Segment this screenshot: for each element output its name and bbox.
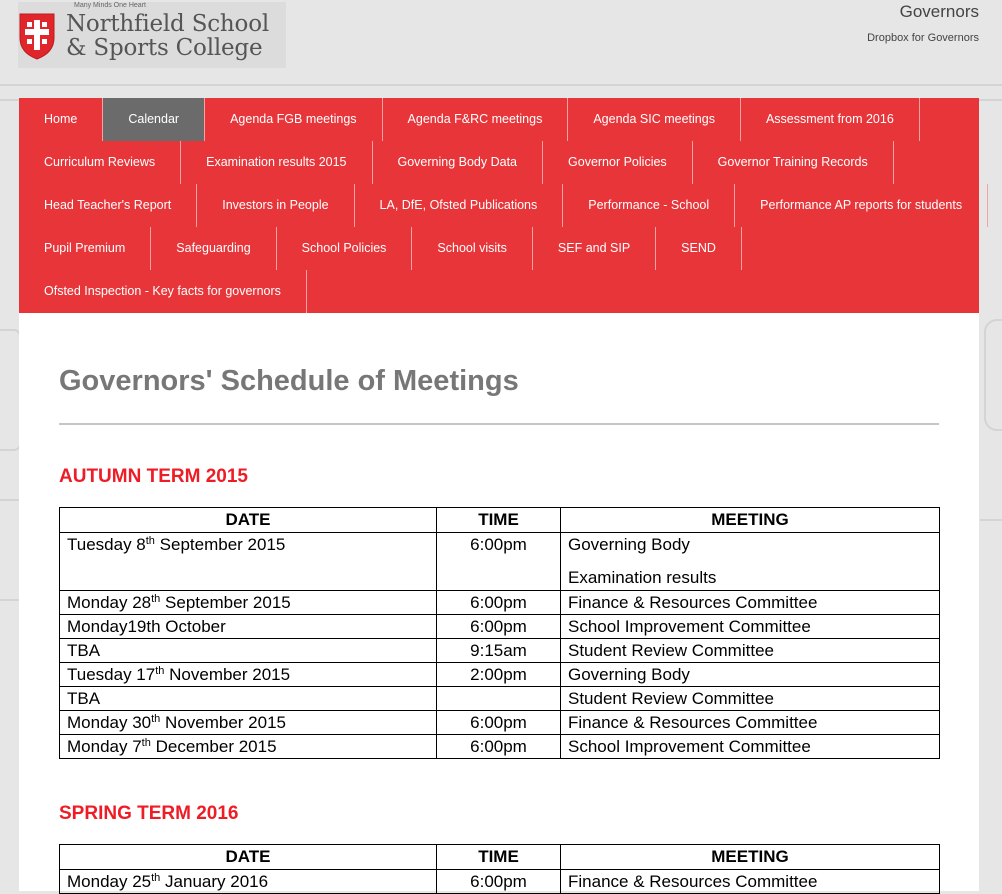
time-cell: 6:00pm [437,870,561,894]
nav-item-home[interactable]: Home [19,98,103,141]
column-header-time: TIME [437,508,561,533]
date-cell: Monday 28th September 2015 [60,591,437,615]
meeting-cell: Finance & Resources Committee [561,711,940,735]
time-cell: 6:00pm [437,591,561,615]
school-crest-icon [18,12,56,60]
date-cell: TBA [60,687,437,711]
table-row [60,533,940,591]
time-cell: 6:00pm [437,533,561,591]
meeting-cell: Student Review Committee [561,687,940,711]
column-header-time: TIME [437,845,561,870]
nav-item-sef-and-sip[interactable]: SEF and SIP [533,227,656,270]
nav-item-governor-training[interactable]: Governor Training Records [693,141,894,184]
nav-row-3 [19,184,988,227]
time-cell: 9:15am [437,639,561,663]
table-row [60,615,940,639]
column-header-date: DATE [60,508,437,533]
meeting-cell: Finance & Resources Committee [561,870,940,894]
time-cell: 6:00pm [437,735,561,759]
main-content [19,313,979,891]
nav-item-head-teacher-report[interactable]: Head Teacher's Report [19,184,197,227]
school-logo[interactable] [18,2,286,68]
site-title: Governors [899,2,979,21]
date-cell: Monday 30th November 2015 [60,711,437,735]
nav-item-assessment[interactable]: Assessment from 2016 [741,98,920,141]
title-divider [59,423,939,425]
time-cell: 2:00pm [437,663,561,687]
table-row [60,591,940,615]
column-header-meeting: MEETING [561,508,940,533]
nav-item-governor-policies[interactable]: Governor Policies [543,141,693,184]
nav-item-curriculum-reviews[interactable]: Curriculum Reviews [19,141,181,184]
table-row [60,639,940,663]
time-cell: 6:00pm [437,711,561,735]
table-header-row [60,508,940,533]
meeting-cell: Governing Body Examination results [561,533,940,591]
table-header-row [60,845,940,870]
table-row [60,711,940,735]
column-header-meeting: MEETING [561,845,940,870]
nav-item-safeguarding[interactable]: Safeguarding [151,227,276,270]
meeting-cell: Finance & Resources Committee [561,591,940,615]
nav-item-investors-in-people[interactable]: Investors in People [197,184,354,227]
main-navigation [19,98,979,313]
nav-row-2 [19,141,894,184]
nav-item-la-dfe-ofsted[interactable]: LA, DfE, Ofsted Publications [355,184,564,227]
nav-item-calendar[interactable]: Calendar [103,98,205,141]
nav-item-performance-ap[interactable]: Performance AP reports for students [735,184,988,227]
logo-name-line2: & Sports College [66,35,263,61]
date-cell: Monday 7th December 2015 [60,735,437,759]
nav-item-pupil-premium[interactable]: Pupil Premium [19,227,151,270]
nav-row-4 [19,227,742,270]
nav-item-examination-results[interactable]: Examination results 2015 [181,141,372,184]
table-row [60,870,940,894]
nav-row-1 [19,98,920,141]
spring-term-heading: SPRING TERM 2016 [59,803,239,824]
meeting-cell: School Improvement Committee [561,615,940,639]
date-cell: Tuesday 8th September 2015 [60,533,437,591]
date-cell: Monday 25th January 2016 [60,870,437,894]
page-title: Governors' Schedule of Meetings [59,365,519,397]
time-cell [437,687,561,711]
column-header-date: DATE [60,845,437,870]
meeting-cell: School Improvement Committee [561,735,940,759]
date-cell: Monday19th October [60,615,437,639]
nav-item-send[interactable]: SEND [656,227,742,270]
date-cell: TBA [60,639,437,663]
site-subtitle[interactable]: Dropbox for Governors [867,32,979,44]
nav-item-school-policies[interactable]: School Policies [277,227,413,270]
nav-item-agenda-frc[interactable]: Agenda F&RC meetings [383,98,569,141]
time-cell: 6:00pm [437,615,561,639]
nav-item-agenda-fgb[interactable]: Agenda FGB meetings [205,98,382,141]
logo-name-line1: Northfield School [66,11,269,37]
nav-row-5 [19,270,307,313]
autumn-schedule-table [59,507,940,759]
spring-schedule-table [59,844,940,894]
nav-item-ofsted-inspection[interactable]: Ofsted Inspection - Key facts for governors [19,270,307,313]
autumn-term-heading: AUTUMN TERM 2015 [59,466,248,487]
nav-item-school-visits[interactable]: School visits [412,227,532,270]
date-cell: Tuesday 17th November 2015 [60,663,437,687]
table-row [60,663,940,687]
logo-tagline: Many Minds One Heart [74,2,146,9]
nav-item-governing-body-data[interactable]: Governing Body Data [373,141,544,184]
nav-item-performance-school[interactable]: Performance - School [563,184,735,227]
meeting-cell: Student Review Committee [561,639,940,663]
nav-item-agenda-sic[interactable]: Agenda SIC meetings [568,98,741,141]
meeting-cell: Governing Body [561,663,940,687]
table-row [60,687,940,711]
table-row [60,735,940,759]
